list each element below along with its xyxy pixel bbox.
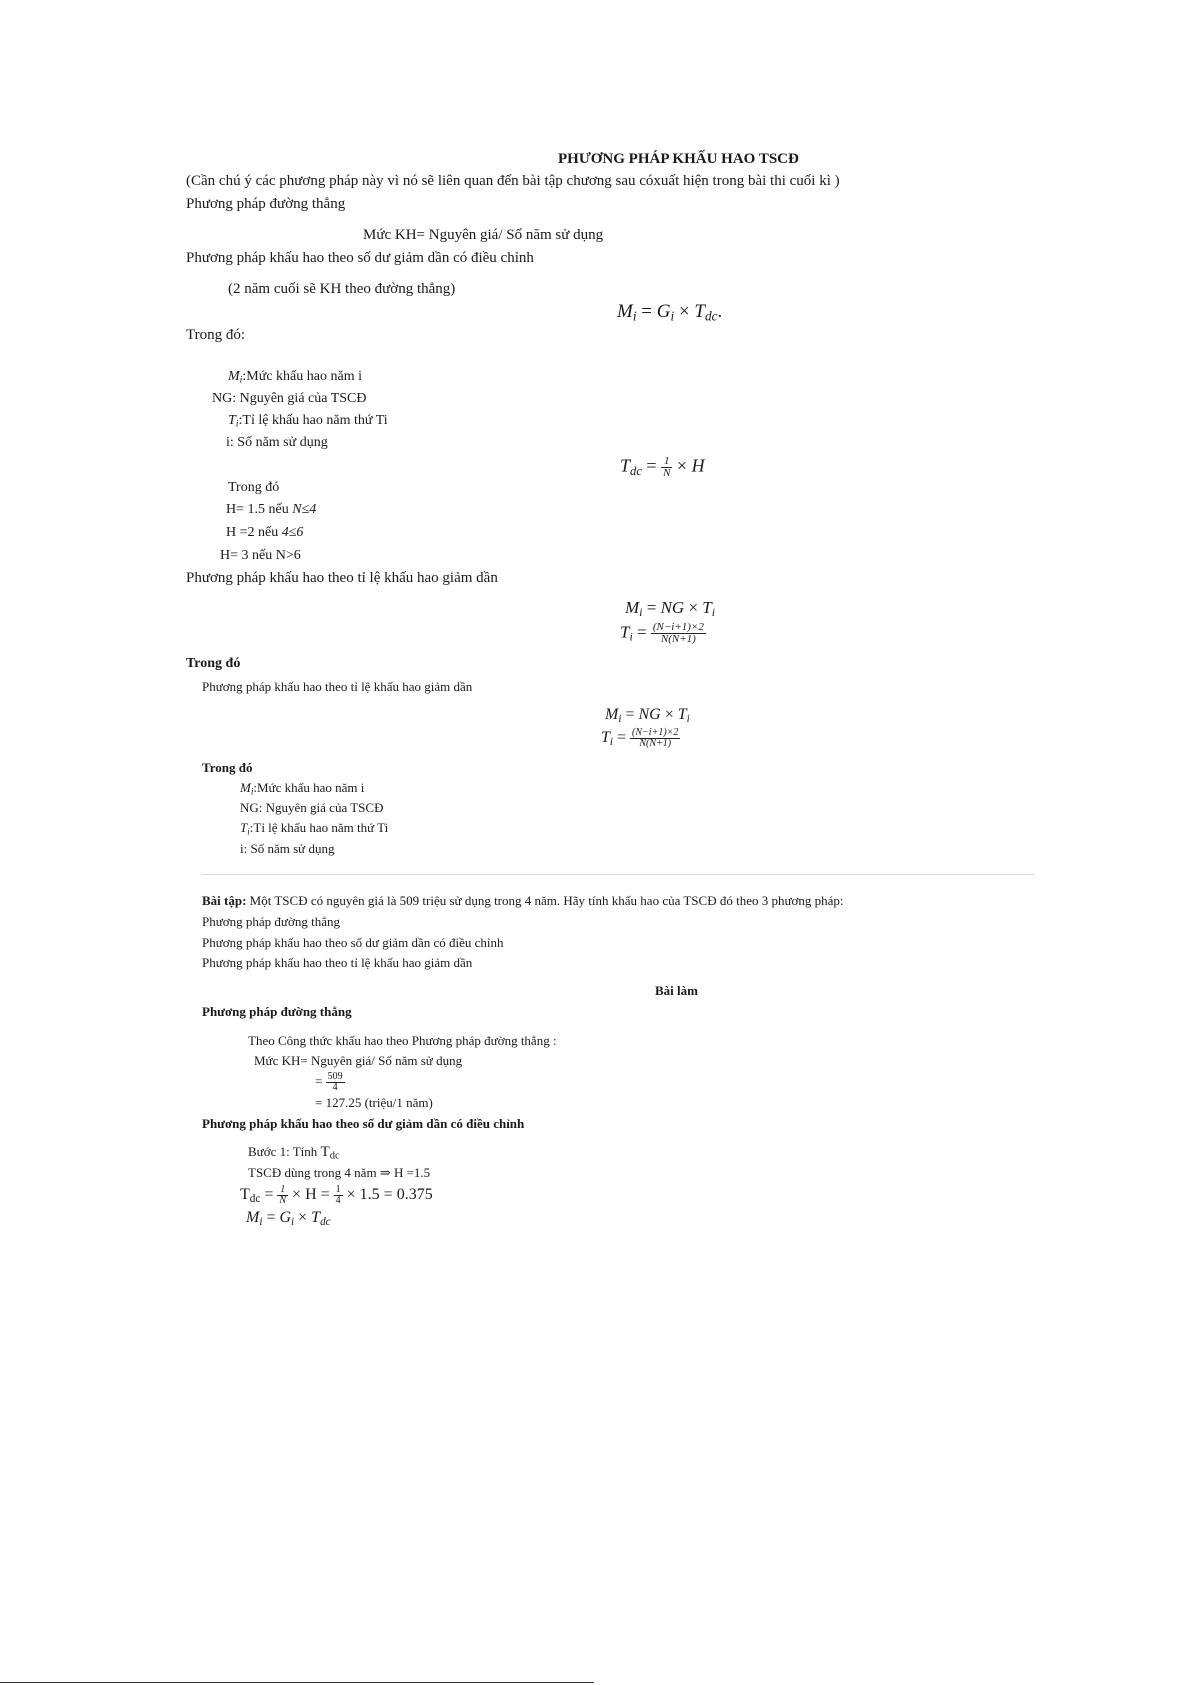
page-bottom-edge	[0, 1682, 594, 1683]
formula-ti: $T_i$ = $\frac{(N-i+1)\times 2}{N(N+1)}$	[620, 621, 704, 645]
definition-ng-2: NG: Nguyên giá của TSCĐ	[240, 800, 384, 815]
solution-equals: =	[315, 1073, 323, 1089]
solution-title: Bài làm	[655, 983, 698, 998]
exercise-method1: Phương pháp đường thẳng	[202, 914, 340, 929]
formula-mi-ng-ti-2: $M_i$ = NG × $T_i$	[605, 706, 690, 725]
formula-ti-2: $T_i$ = $\frac{(N-i+1)\times 2}{N(N+1)}$	[601, 727, 679, 749]
solution-tdc-result: × 1.5 = 0.375	[346, 1186, 433, 1204]
solution-formula-mi: $M_i = G_i \times T_{dc}$	[246, 1209, 331, 1228]
definition-ti-2-text: :Tỉ lệ khấu hao năm thứ Ti	[249, 820, 389, 835]
solution-method2-heading: Phương pháp khấu hao theo số dư giảm dần có điều chỉnh	[202, 1116, 525, 1131]
definition-ti-2: $T_i:Tỉ$ lệ khấu hao năm thứ Ti	[240, 820, 389, 837]
solution-step1: Bước 1: Tính $T_{dc}$	[248, 1144, 340, 1162]
method2-heading: Phương pháp khấu hao theo số dư giảm dần có điều chỉnh	[186, 250, 534, 266]
section-divider	[202, 874, 1035, 875]
formula-tdc: $T_{dc}$ = $\frac{1}{N}$ × H	[620, 455, 705, 479]
definition-ti: $T_i:Tỉ$ lệ khấu hao năm thứ Ti	[228, 413, 388, 430]
definition-ng: NG: Nguyên giá của TSCĐ	[212, 391, 367, 406]
definition-mi-2-text: :Mức khấu hao năm i	[253, 780, 365, 795]
h-condition-2-text: H =2 nếu	[226, 525, 279, 540]
method1-formula: Mức KH= Nguyên giá/ Số năm sử dụng	[363, 227, 604, 243]
h-condition-1	[226, 503, 316, 517]
definition-mi-2: $M_i:Mức$ khấu hao năm i	[240, 780, 365, 797]
exercise-statement	[202, 894, 844, 907]
exercise-label: Bài tập:	[202, 893, 247, 908]
definition-ti-text: :Tỉ lệ khấu hao năm thứ Ti	[238, 413, 388, 428]
definition-mi-text: :Mức khấu hao năm i	[242, 369, 362, 384]
solution-step1-text: Bước 1: Tính	[248, 1144, 318, 1159]
method3-heading-repeat: Phương pháp khấu hao theo tỉ lệ khấu hao giảm dần	[202, 679, 473, 694]
method1-heading: Phương pháp đường thẳng	[186, 196, 346, 212]
solution-method1-formula: Mức KH= Nguyên giá/ Số năm sử dụng	[254, 1053, 463, 1068]
formula-mi-gi-tdc: $M_i = G_i \times T_{dc}$.	[617, 301, 723, 324]
solution-method1-intro: Theo Công thức khấu hao theo Phương pháp đường thẳng :	[248, 1033, 557, 1048]
method3-heading: Phương pháp khấu hao theo tỉ lệ khấu hao giảm dần	[186, 570, 498, 586]
solution-result: = 127.25 (triệu/1 năm)	[315, 1095, 433, 1110]
solution-step1-line2: TSCĐ dùng trong 4 năm ⇒ H =1.5	[248, 1165, 431, 1180]
definition-i-2: i: Số năm sử dụng	[240, 841, 335, 856]
method2-note: (2 năm cuối sẽ KH theo đường thẳng)	[228, 281, 456, 297]
h-condition-2-value: 4≤6	[281, 525, 304, 540]
formula-mi-ng-ti: $M_i$ = NG × $T_i$	[625, 598, 716, 619]
h-condition-3: H= 3 nếu N>6	[220, 548, 301, 563]
solution-tdc-calc: $T_{dc}$ = $\frac{1}{N}$ × H = $\frac{1}{4}$ × 1.5 = 0.375	[240, 1184, 433, 1206]
exercise-method2: Phương pháp khấu hao theo số dư giảm dần có điều chỉnh	[202, 935, 504, 950]
where-label-bold-2: Trong đó	[202, 760, 253, 775]
where-label-bold: Trong đó	[186, 656, 241, 671]
solution-denominator: 4	[332, 1082, 338, 1093]
h-condition-2	[226, 526, 303, 540]
definition-mi: $M_i:Mức$ khấu hao năm i	[228, 369, 362, 386]
exercise-text: Một TSCĐ có nguyên giá là 509 triệu sử dụng trong 4 năm. Hãy tính khấu hao của TSCĐ đó theo 3 phương pháp:	[246, 893, 844, 908]
page-title: PHƯƠNG PHÁP KHẤU HAO TSCĐ	[558, 151, 799, 167]
where-label-2: Trong đó	[228, 480, 280, 495]
exercise-method3: Phương pháp khấu hao theo tỉ lệ khấu hao giảm dần	[202, 955, 473, 970]
definition-i: i: Số năm sử dụng	[226, 435, 328, 450]
solution-numerator: 509	[327, 1071, 343, 1082]
solution-method1-heading: Phương pháp đường thẳng	[202, 1004, 352, 1019]
h-condition-1-text: H= 1.5 nếu	[226, 502, 289, 517]
h-condition-1-value: N≤4	[292, 502, 317, 517]
solution-fraction	[315, 1072, 345, 1093]
where-label: Trong đó:	[186, 327, 246, 343]
intro-note: (Cần chú ý các phương pháp này vì nó sẽ liên quan đến bài tập chương sau cóxuất hiện trong bài thi cuối kì )	[186, 173, 840, 189]
